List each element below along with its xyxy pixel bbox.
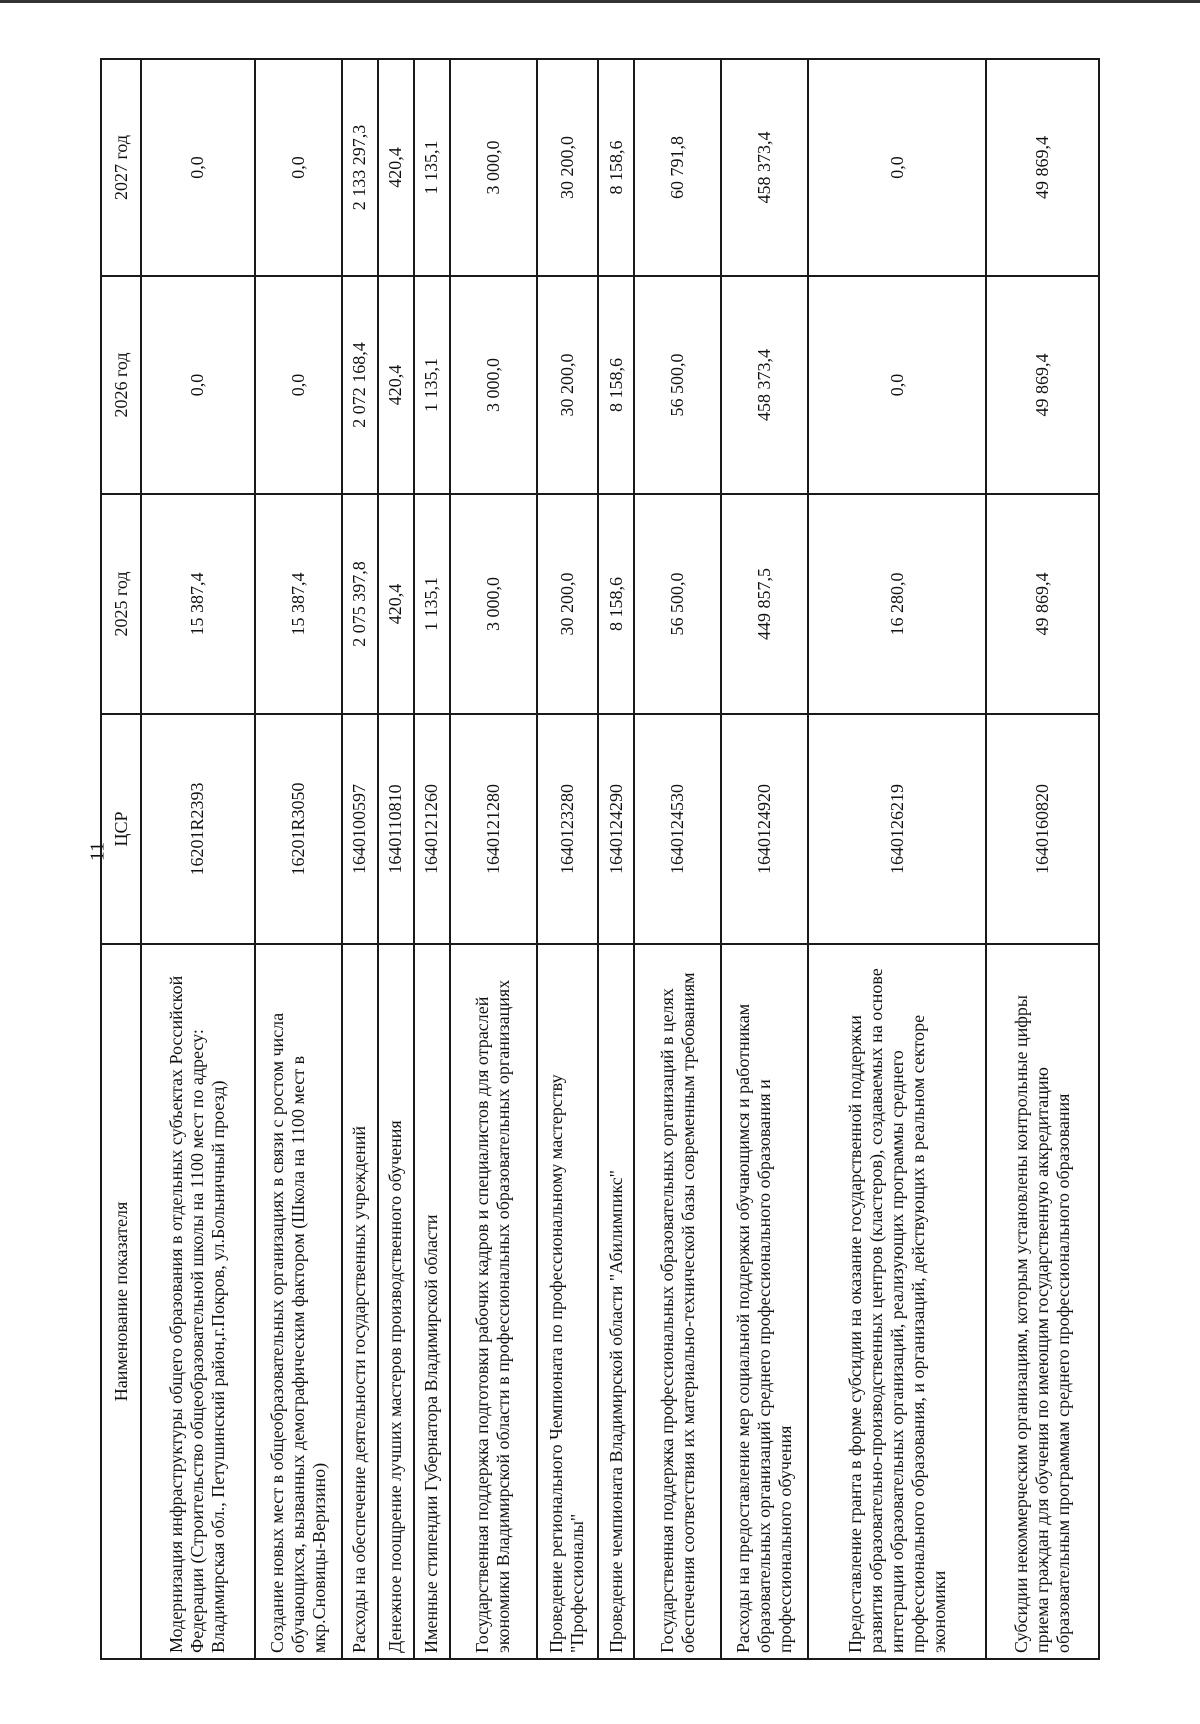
- csr-code: 1640126219: [808, 714, 986, 944]
- table-row: [598, 59, 634, 1659]
- table-row: [414, 59, 450, 1659]
- value-2026: 420,4: [378, 276, 414, 494]
- value-2026: 458 373,4: [721, 276, 808, 494]
- page-number: 11: [86, 841, 109, 862]
- value-2025: 8 158,6: [598, 494, 634, 714]
- value-2027: 0,0: [255, 59, 342, 276]
- table-row: [986, 59, 1099, 1659]
- indicator-name: Расходы на предоставление мер социальной поддержки обучающимся и работникам образовательных организаций среднего профессионального образования и профессионального обучения: [721, 944, 808, 1659]
- value-2026: 8 158,6: [598, 276, 634, 494]
- value-2026: 0,0: [141, 276, 255, 494]
- value-2025: 420,4: [378, 494, 414, 714]
- value-2026: 0,0: [255, 276, 342, 494]
- csr-code: 1640121260: [414, 714, 450, 944]
- value-2026: 56 500,0: [634, 276, 721, 494]
- csr-code: 16201R2393: [141, 714, 255, 944]
- indicator-name: Государственная поддержка профессиональных образовательных организаций в целях обеспечения соответствия их материально-технической базы современным требованиям: [634, 944, 721, 1659]
- value-2025: 56 500,0: [634, 494, 721, 714]
- value-2025: 16 280,0: [808, 494, 986, 714]
- top-rule: [0, 0, 1200, 3]
- indicator-name: Модернизация инфраструктуры общего образования в отдельных субъектах Российской Федерации (Строительство общеобразовательной школы на 1100 мест по адресу: Владимирская обл., Петушинский район,г.Покров, ул.Больничный проезд): [141, 944, 255, 1659]
- value-2027: 0,0: [808, 59, 986, 276]
- value-2027: 1 135,1: [414, 59, 450, 276]
- value-2025: 30 200,0: [537, 494, 599, 714]
- csr-code: 1640123280: [537, 714, 599, 944]
- value-2027: 49 869,4: [986, 59, 1099, 276]
- table-row: [342, 59, 378, 1659]
- value-2025: 2 075 397,8: [342, 494, 378, 714]
- rotated-page-content: [100, 60, 1100, 1660]
- value-2026: 30 200,0: [537, 276, 599, 494]
- indicator-name: Расходы на обеспечение деятельности государственных учреждений: [342, 944, 378, 1659]
- table-row: [255, 59, 342, 1659]
- value-2027: 60 791,8: [634, 59, 721, 276]
- indicator-name: Денежное поощрение лучших мастеров производственного обучения: [378, 944, 414, 1659]
- budget-table: [100, 58, 1100, 1660]
- value-2025: 449 857,5: [721, 494, 808, 714]
- value-2025: 15 387,4: [141, 494, 255, 714]
- value-2027: 0,0: [141, 59, 255, 276]
- table-row: [634, 59, 721, 1659]
- indicator-name: Именные стипендии Губернатора Владимирской области: [414, 944, 450, 1659]
- indicator-name: Проведение регионального Чемпионата по профессиональному мастерству "Профессионалы": [537, 944, 599, 1659]
- table-row: [378, 59, 414, 1659]
- table-header-row: [101, 59, 141, 1659]
- csr-code: 1640124290: [598, 714, 634, 944]
- value-2026: 1 135,1: [414, 276, 450, 494]
- value-2027: 420,4: [378, 59, 414, 276]
- table-row: [450, 59, 537, 1659]
- header-year-2026: 2026 год: [101, 276, 141, 494]
- value-2026: 3 000,0: [450, 276, 537, 494]
- csr-code: 1640160820: [986, 714, 1099, 944]
- value-2025: 15 387,4: [255, 494, 342, 714]
- csr-code: 1640124920: [721, 714, 808, 944]
- indicator-name: Государственная поддержка подготовки рабочих кадров и специалистов для отраслей экономики Владимирской области в профессиональных образовательных организациях: [450, 944, 537, 1659]
- value-2027: 8 158,6: [598, 59, 634, 276]
- header-year-2027: 2027 год: [101, 59, 141, 276]
- value-2026: 49 869,4: [986, 276, 1099, 494]
- table-row: [141, 59, 255, 1659]
- value-2025: 1 135,1: [414, 494, 450, 714]
- value-2027: 2 133 297,3: [342, 59, 378, 276]
- table-row: [808, 59, 986, 1659]
- value-2025: 49 869,4: [986, 494, 1099, 714]
- csr-code: 1640124530: [634, 714, 721, 944]
- value-2026: 2 072 168,4: [342, 276, 378, 494]
- header-csr-code: ЦСР: [101, 714, 141, 944]
- indicator-name: Субсидии некоммерческим организациям, которым установлены контрольные цифры приема граждан для обучения по имеющим государственную аккредитацию образовательным программам среднего профессионального образования: [986, 944, 1099, 1659]
- table-row: [537, 59, 599, 1659]
- header-year-2025: 2025 год: [101, 494, 141, 714]
- indicator-name: Создание новых мест в общеобразовательных организациях в связи с ростом числа обучающихся, вызванных демографическим фактором (Школа на 1100 мест в мкр.Сновицы-Веризино): [255, 944, 342, 1659]
- csr-code: 1640121280: [450, 714, 537, 944]
- value-2026: 0,0: [808, 276, 986, 494]
- header-indicator-name: Наименование показателя: [101, 944, 141, 1659]
- csr-code: 1640100597: [342, 714, 378, 944]
- csr-code: 16201R3050: [255, 714, 342, 944]
- indicator-name: Предоставление гранта в форме субсидии на оказание государственной поддержки развития образовательно-производственных центров (кластеров), создаваемых на основе интеграции образовательных организаций, реализующих программы среднего профессионального образования, и организаций, действующих в реальном секторе экономики: [808, 944, 986, 1659]
- value-2027: 3 000,0: [450, 59, 537, 276]
- value-2027: 30 200,0: [537, 59, 599, 276]
- value-2025: 3 000,0: [450, 494, 537, 714]
- value-2027: 458 373,4: [721, 59, 808, 276]
- table-row: [721, 59, 808, 1659]
- csr-code: 1640110810: [378, 714, 414, 944]
- indicator-name: Проведение чемпионата Владимирской области "Абилимпикс": [598, 944, 634, 1659]
